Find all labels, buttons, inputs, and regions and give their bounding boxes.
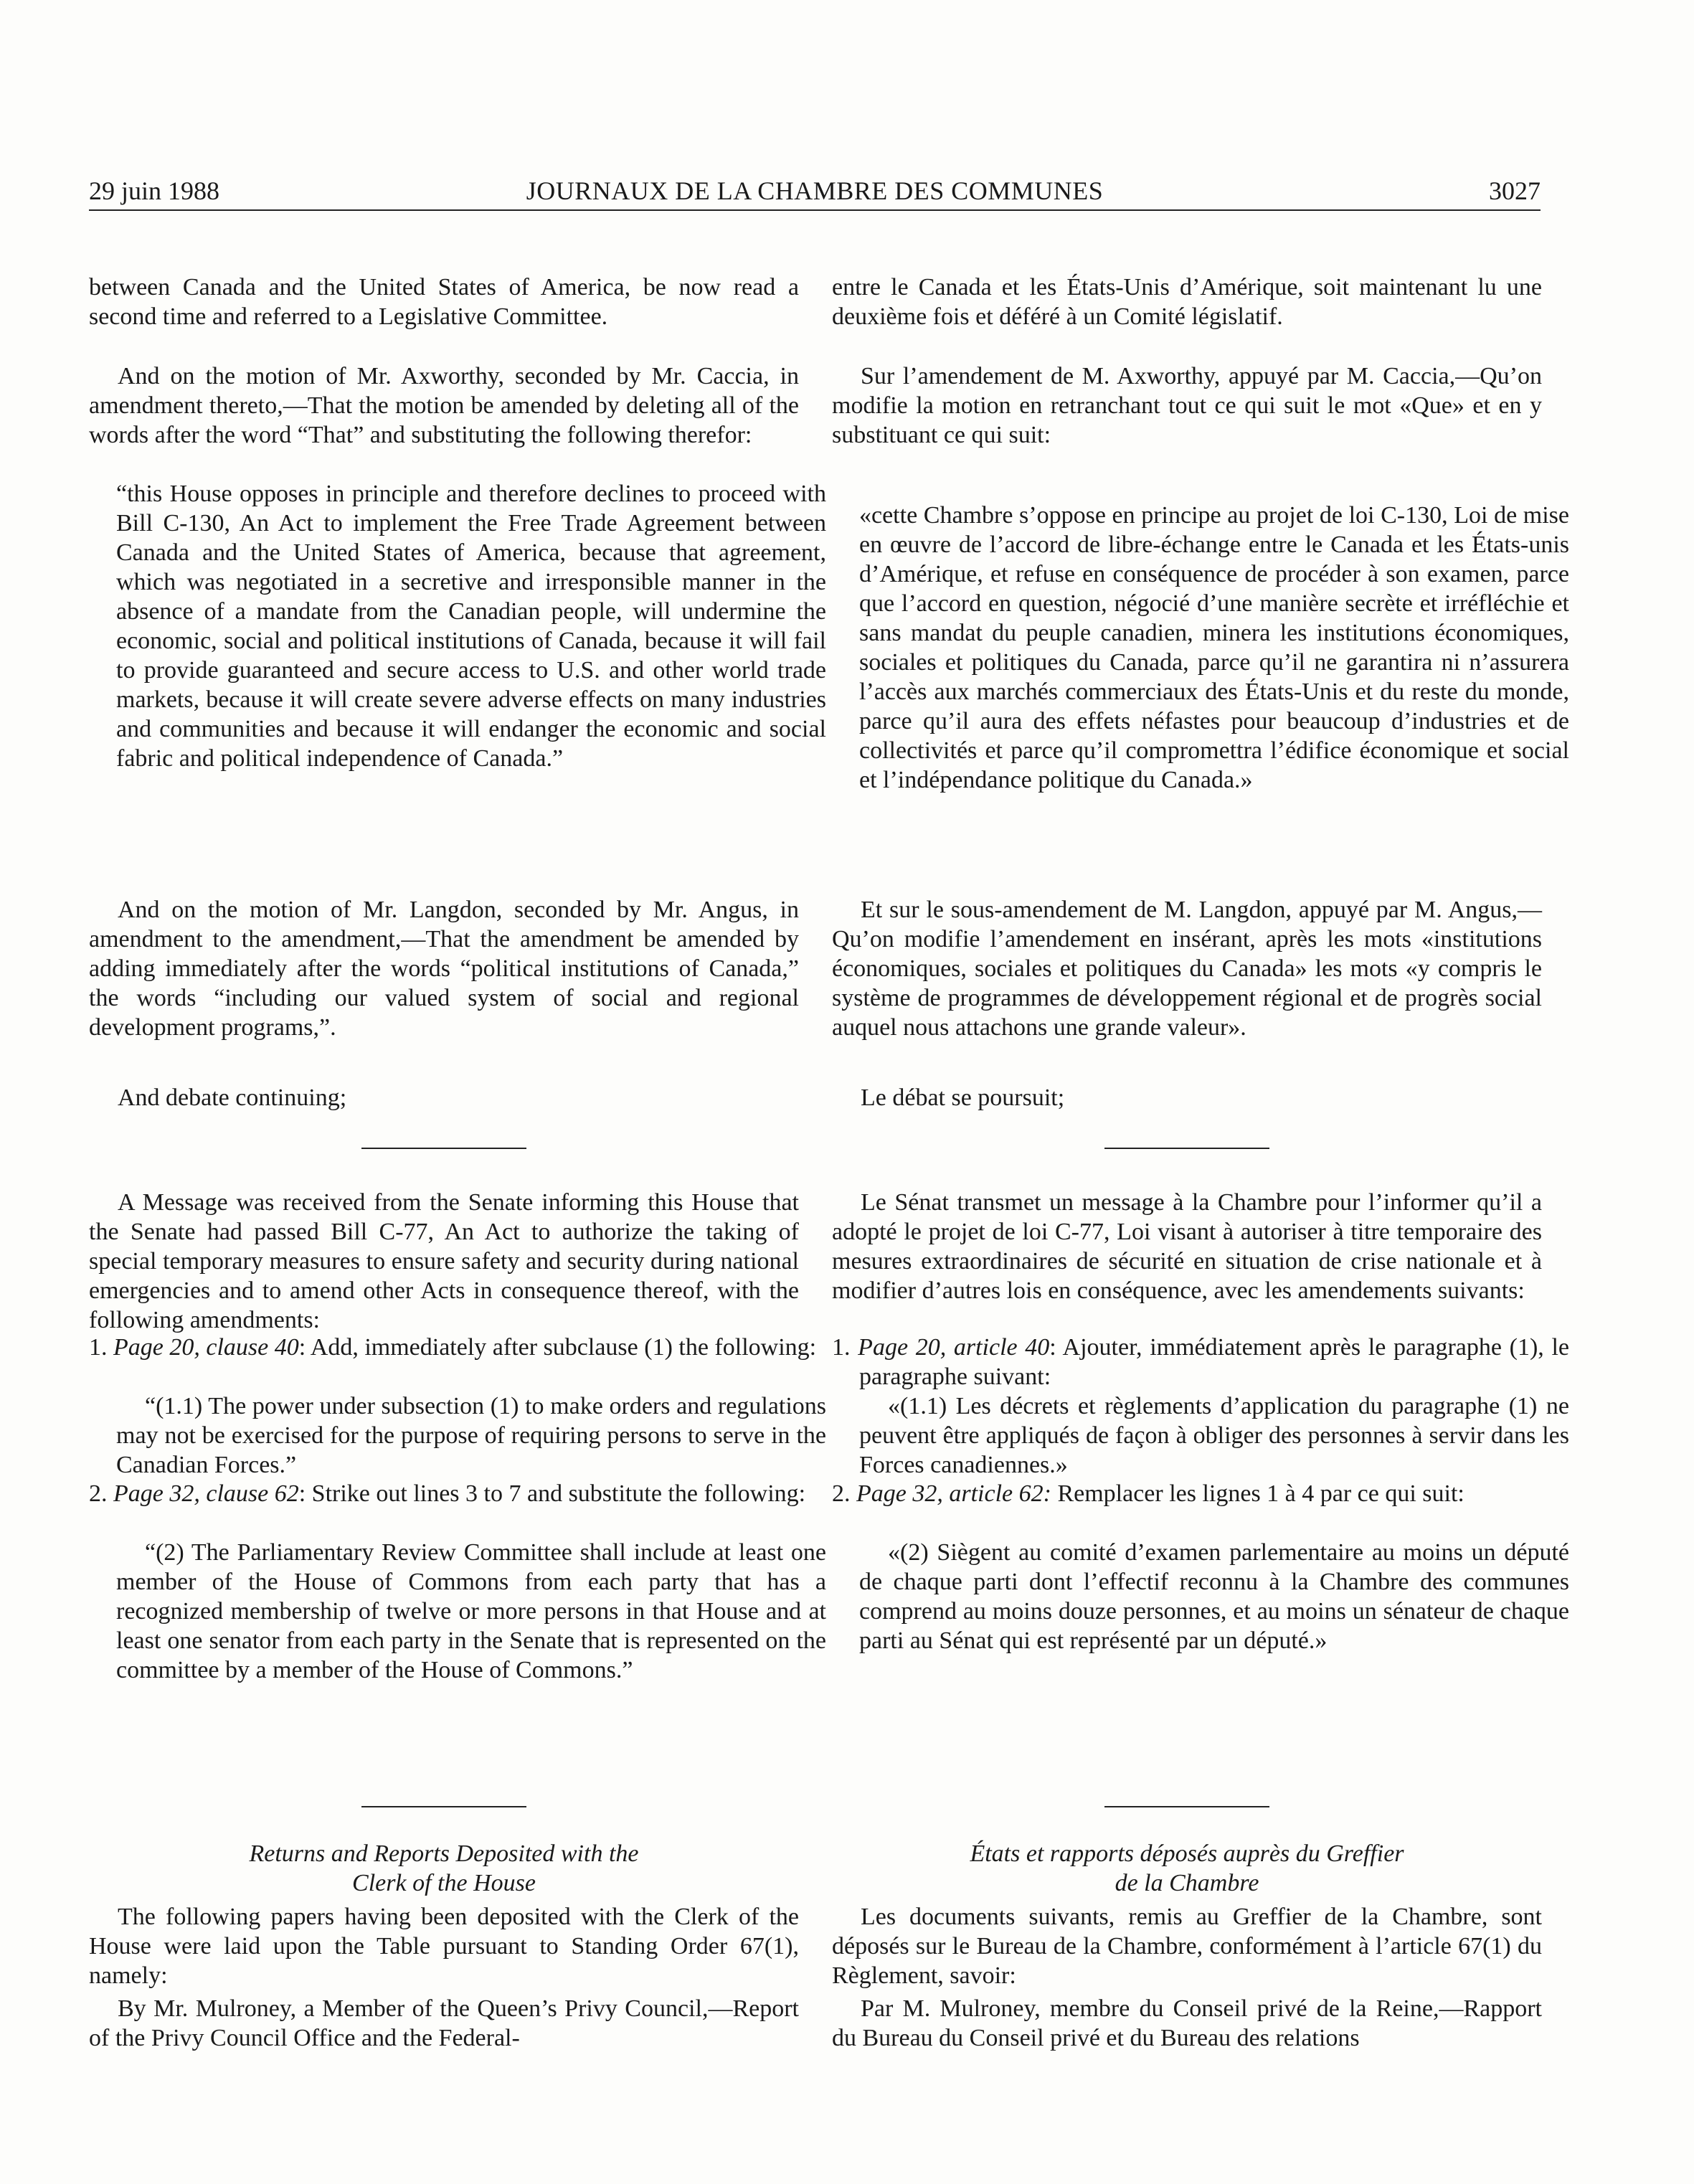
item-text: : Ajouter, immédiatement après le paragraphe (1), le paragraphe suivant: — [859, 1334, 1569, 1390]
en-langdon-subamendment: And on the motion of Mr. Langdon, seconded by Mr. Angus, in amendment to the amendment,—That the amendment be amended by adding immediately after the words “political institutions of Canada,” the words “including our valued system of social and regional development programs,”. — [89, 897, 799, 1041]
fr-senate-message: Le Sénat transmet un message à la Chambre pour l’informer qu’il a adopté le projet de loi C-77, Loi visant à autoriser à titre temporaire des mesures extraordinaires de sécurité en situation de crise nationale et à modifier d’autres lois en conséquence, avec les amendements suivants: — [832, 1189, 1542, 1304]
heading-line-2: Clerk of the House — [352, 1870, 536, 1896]
item-reference: Page 20, clause 40 — [113, 1334, 299, 1361]
item-reference: Page 20, article 40 — [858, 1334, 1050, 1361]
fr-amendment-item-1 — [832, 1333, 1569, 1391]
fr-section-heading — [832, 1839, 1542, 1898]
item-number: 2. — [832, 1480, 851, 1507]
item-text: Remplacer les lignes 1 à 4 par ce qui suit: — [1051, 1480, 1464, 1507]
heading-line-2: de la Chambre — [1115, 1870, 1259, 1896]
fr-continuation-paragraph: entre le Canada et les États-Unis d’Amérique, soit maintenant lu une deuxième fois et déféré à un Comité législatif. — [832, 274, 1542, 330]
item-text: : Add, immediately after subclause (1) the following: — [298, 1334, 817, 1361]
en-debate-continuing: And debate continuing; — [118, 1084, 347, 1111]
header-date: 29 juin 1988 — [89, 176, 220, 205]
page-header — [89, 172, 1541, 211]
en-mulroney-report: By Mr. Mulroney, a Member of the Queen’s Privy Council,—Report of the Privy Council Office and the Federal- — [89, 1995, 799, 2051]
en-senate-message: A Message was received from the Senate informing this House that the Senate had passed Bill C-77, An Act to authorize the taking of special temporary measures to ensure safety and security during national emergencies and to amend other Acts in consequence thereof, with the following amendments: — [89, 1189, 799, 1333]
item-number: 1. — [89, 1334, 108, 1361]
en-amendment-item-1 — [89, 1333, 826, 1362]
fr-debate-continuing: Le débat se poursuit; — [861, 1084, 1065, 1111]
page-number: 3027 — [1489, 176, 1541, 205]
en-amendment-quote: “this House opposes in principle and therefore declines to proceed with Bill C-130, An Act to implement the Free Trade Agreement between Canada and the United States of America, because that agreement, which was negotiated in a secretive and irresponsible manner in the absence of a mandate from the Canadian people, will undermine the economic, social and political institutions of Canada, because it will fail to provide guaranteed and secure access to U.S. and other world trade markets, because it will create severe adverse effects on many industries and communities and because it will endanger the economic and social fabric and political independence of Canada.” — [116, 481, 826, 772]
fr-amendment-item-2 — [832, 1479, 1569, 1508]
fr-mulroney-report: Par M. Mulroney, membre du Conseil privé de la Reine,—Rapport du Bureau du Conseil privé et du Bureau des relations — [832, 1995, 1542, 2051]
item-number: 1. — [832, 1334, 851, 1361]
fr-langdon-subamendment: Et sur le sous-amendement de M. Langdon, appuyé par M. Angus,—Qu’on modifie l’amendement en insérant, après les mots «institutions économiques, sociales et politiques du Canada» les mots «y compris le système de programmes de développement régional et de progrès social auquel nous attachons une grande valeur». — [832, 897, 1542, 1041]
item-text: : Strike out lines 3 to 7 and substitute the following: — [298, 1480, 806, 1507]
fr-axworthy-amendment: Sur l’amendement de M. Axworthy, appuyé par M. Caccia,—Qu’on modifie la motion en retranchant tout ce qui suit le mot «Que» et en y substituant ce qui suit: — [832, 363, 1542, 448]
header-title: JOURNAUX DE LA CHAMBRE DES COMMUNES — [526, 176, 1104, 205]
en-amendment-item-1-quote: “(1.1) The power under subsection (1) to make orders and regulations may not be exercised for the purpose of requiring persons to serve in the Canadian Forces.” — [116, 1393, 826, 1478]
en-amendment-item-2-quote: “(2) The Parliamentary Review Committee shall include at least one member of the House of Commons from each party that has a recognized membership of twelve or more persons in that House and at least one senator from each party in the Senate that is represented on the committee by a member of the House of Commons.” — [116, 1539, 826, 1683]
item-reference: Page 32, article 62: — [856, 1480, 1051, 1507]
en-section-heading — [89, 1839, 799, 1898]
item-number: 2. — [89, 1480, 108, 1507]
en-continuation-paragraph: between Canada and the United States of America, be now read a second time and referred to a Legislative Committee. — [89, 274, 799, 330]
en-papers-deposited: The following papers having been deposited with the Clerk of the House were laid upon the Table pursuant to Standing Order 67(1), namely: — [89, 1904, 799, 1989]
fr-amendment-item-2-quote: «(2) Siègent au comité d’examen parlementaire au moins un député de chaque parti dont l’effectif reconnu à la Chambre des communes comprend au moins douze personnes, et au moins un sénateur de chaque parti au Sénat qui est représenté par un député.» — [859, 1539, 1569, 1654]
fr-amendment-item-1-quote: «(1.1) Les décrets et règlements d’application du paragraphe (1) ne peuvent être appliqués de façon à obliger des personnes à servir dans les Forces canadiennes.» — [859, 1393, 1569, 1478]
section-divider — [361, 1806, 526, 1807]
item-reference: Page 32, clause 62 — [113, 1480, 299, 1507]
fr-papers-deposited: Les documents suivants, remis au Greffier de la Chambre, sont déposés sur le Bureau de la Chambre, conformément à l’article 67(1) du Règlement, savoir: — [832, 1904, 1542, 1989]
heading-line-1: Returns and Reports Deposited with the — [249, 1840, 639, 1867]
en-amendment-item-2 — [89, 1479, 826, 1508]
section-divider — [1104, 1806, 1269, 1807]
heading-line-1: États et rapports déposés auprès du Greffier — [970, 1840, 1404, 1867]
section-divider — [1104, 1148, 1269, 1149]
section-divider — [361, 1148, 526, 1149]
fr-amendment-quote: «cette Chambre s’oppose en principe au projet de loi C-130, Loi de mise en œuvre de l’accord de libre-échange entre le Canada et les États-unis d’Amérique, et refuse en conséquence de procéder à son examen, parce que l’accord en question, négocié d’une manière secrète et irréfléchie et sans mandat du peuple canadien, minera les institutions économiques, sociales et politiques du Canada, parce qu’il ne garantira ni n’assurera l’accès aux marchés commerciaux des États-Unis et du reste du monde, parce qu’il aura des effets néfastes pour beaucoup d’industries et de collectivités et parce qu’il compromettra l’édifice économique et social et l’indépendance politique du Canada.» — [859, 502, 1569, 793]
en-axworthy-amendment: And on the motion of Mr. Axworthy, seconded by Mr. Caccia, in amendment thereto,—That the motion be amended by deleting all of the words after the word “That” and substituting the following therefor: — [89, 363, 799, 448]
